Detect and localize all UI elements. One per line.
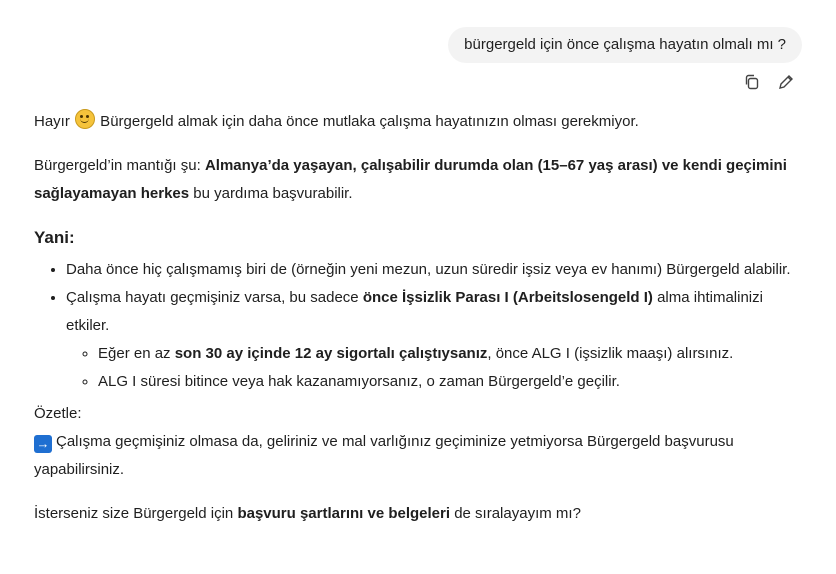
summary-text xyxy=(34,428,804,484)
answer-intro xyxy=(34,108,804,136)
user-message-bubble xyxy=(448,27,802,63)
logic-text-start: Bürgergeld’in mantığı şu: xyxy=(34,157,205,174)
answer-sublist xyxy=(66,340,804,396)
follow-up-end: de sıralayayım mı? xyxy=(450,505,581,522)
answer-list xyxy=(34,256,804,396)
intro-text: Hayır xyxy=(34,113,70,130)
bullet2-text-start: Çalışma hayatı geçmişiniz varsa, bu sadece xyxy=(66,289,363,306)
list-item xyxy=(66,284,804,396)
sub1-text-bold: son 30 ay içinde 12 ay sigortalı çalıştıysanız xyxy=(174,345,488,362)
bullet2-text-bold: önce İşsizlik Parası I (Arbeitslosengeld I) xyxy=(362,289,653,306)
intro-text-rest: Bürgergeld almak için daha önce mutlaka çalışma hayatınızın olması gerekmiyor. xyxy=(96,113,639,130)
follow-up-start: İsterseniz size Bürgergeld için xyxy=(34,505,238,522)
list-item xyxy=(98,340,804,368)
list-item: • Daha önce hiç çalışmamış biri de (örneğin yeni mezun, uzun süredir işsiz veya ev hanımı) Bürgergeld alabilir. xyxy=(66,256,804,284)
answer-logic xyxy=(34,152,804,208)
assistant-answer xyxy=(34,108,804,528)
follow-up-bold: başvuru şartlarını ve belgeleri xyxy=(237,505,451,522)
smile-emoji-icon xyxy=(75,109,95,129)
bullet2-text-end: alma ihtimalinizi etkiler. xyxy=(66,289,763,334)
copy-icon[interactable] xyxy=(742,72,762,92)
edit-pencil-icon[interactable] xyxy=(776,72,796,92)
message-actions xyxy=(742,72,796,92)
sub1-text-end: , önce ALG I (işsizlik maaşı) alırsınız. xyxy=(487,345,734,362)
list-item: ◦ ALG I süresi bitince veya hak kazanamıyorsanız, o zaman Bürgergeld’e geçilir. xyxy=(98,368,804,396)
answer-heading: Yani: xyxy=(34,228,75,247)
summary-body: Çalışma geçmişiniz olmasa da, geliriniz ve mal varlığınız geçiminize yetmiyorsa Bürgergeld başvurusu yapabilirsiniz. xyxy=(34,433,734,478)
logic-text-bold: Almanya’da yaşayan, çalışabilir durumda olan (15–67 yaş arası) ve kendi geçimini sağlayamayan herkes xyxy=(34,157,787,202)
follow-up-question xyxy=(34,500,804,528)
user-message-text: bürgergeld için önce çalışma hayatın olmalı mı ? xyxy=(464,36,786,53)
sub1-text-start: Eğer en az xyxy=(98,345,175,362)
right-arrow-icon: → xyxy=(34,435,52,453)
summary-label: Özetle: xyxy=(34,405,82,422)
logic-text-end: bu yardıma başvurabilir. xyxy=(189,185,353,202)
